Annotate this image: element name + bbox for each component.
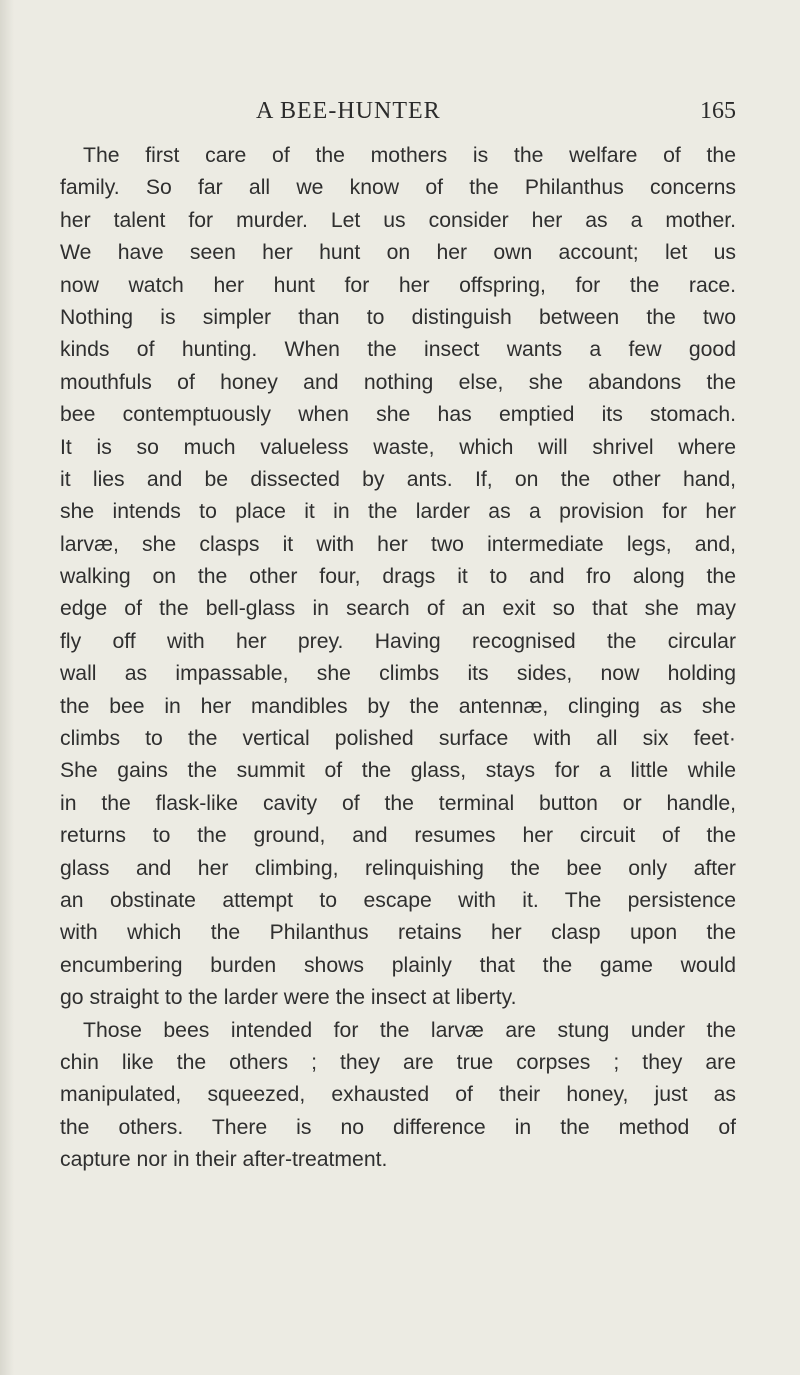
text-line: it lies and be dissected by ants. If, on the other hand, [60,467,736,491]
text-line: capture nor in their after-treatment. [60,1148,388,1172]
text-line: kinds of hunting. When the insect wants a few good [60,338,736,362]
text-line: The first care of the mothers is the welfare of the [83,144,736,167]
text-line: bee contemptuously when she has emptied its stomach. [60,403,736,427]
text-line: in the flask-like cavity of the terminal button or handle, [60,791,736,815]
text-line: an obstinate attempt to escape with it. The persistence [60,888,736,912]
text-line: chin like the others ; they are true corpses ; they are [60,1050,736,1074]
body-text [60,140,736,1177]
text-line: go straight to the larder were the insect at liberty. [60,986,517,1010]
running-head: A BEE-HUNTER [256,98,441,124]
text-line: It is so much valueless waste, which will shrivel where [60,435,736,459]
page-number: 165 [700,98,736,124]
text-line: now watch her hunt for her offspring, for the race. [60,273,736,297]
text-line: mouthfuls of honey and nothing else, she abandons the [60,370,736,394]
text-line: her talent for murder. Let us consider her as a mother. [60,208,736,232]
text-line: the others. There is no difference in the method of [60,1115,736,1139]
text-line: she intends to place it in the larder as a provision for her [60,500,736,524]
text-line: wall as impassable, she climbs its sides, now holding [60,662,736,686]
text-line: larvæ, she clasps it with her two intermediate legs, and, [60,532,736,556]
page-header [60,98,736,138]
text-line: walking on the other four, drags it to and fro along the [60,565,736,589]
text-line: family. So far all we know of the Philanthus concerns [60,176,736,200]
text-line: glass and her climbing, relinquishing the bee only after [60,856,736,880]
text-line: climbs to the vertical polished surface with all six feet· [60,727,736,751]
text-line: She gains the summit of the glass, stays for a little while [60,759,736,783]
text-line: manipulated, squeezed, exhausted of their honey, just as [60,1083,736,1107]
text-line: encumbering burden shows plainly that the game would [60,953,736,977]
text-line: Nothing is simpler than to distinguish between the two [60,305,736,329]
text-line: returns to the ground, and resumes her circuit of the [60,824,736,848]
text-line: Those bees intended for the larvæ are stung under the [83,1018,736,1042]
text-line: edge of the bell-glass in search of an exit so that she may [60,597,736,621]
text-line: fly off with her prey. Having recognised the circular [60,629,736,653]
text-line: the bee in her mandibles by the antennæ, clinging as she [60,694,736,718]
text-line: We have seen her hunt on her own account; let us [60,241,736,265]
text-line: with which the Philanthus retains her clasp upon the [60,921,736,945]
